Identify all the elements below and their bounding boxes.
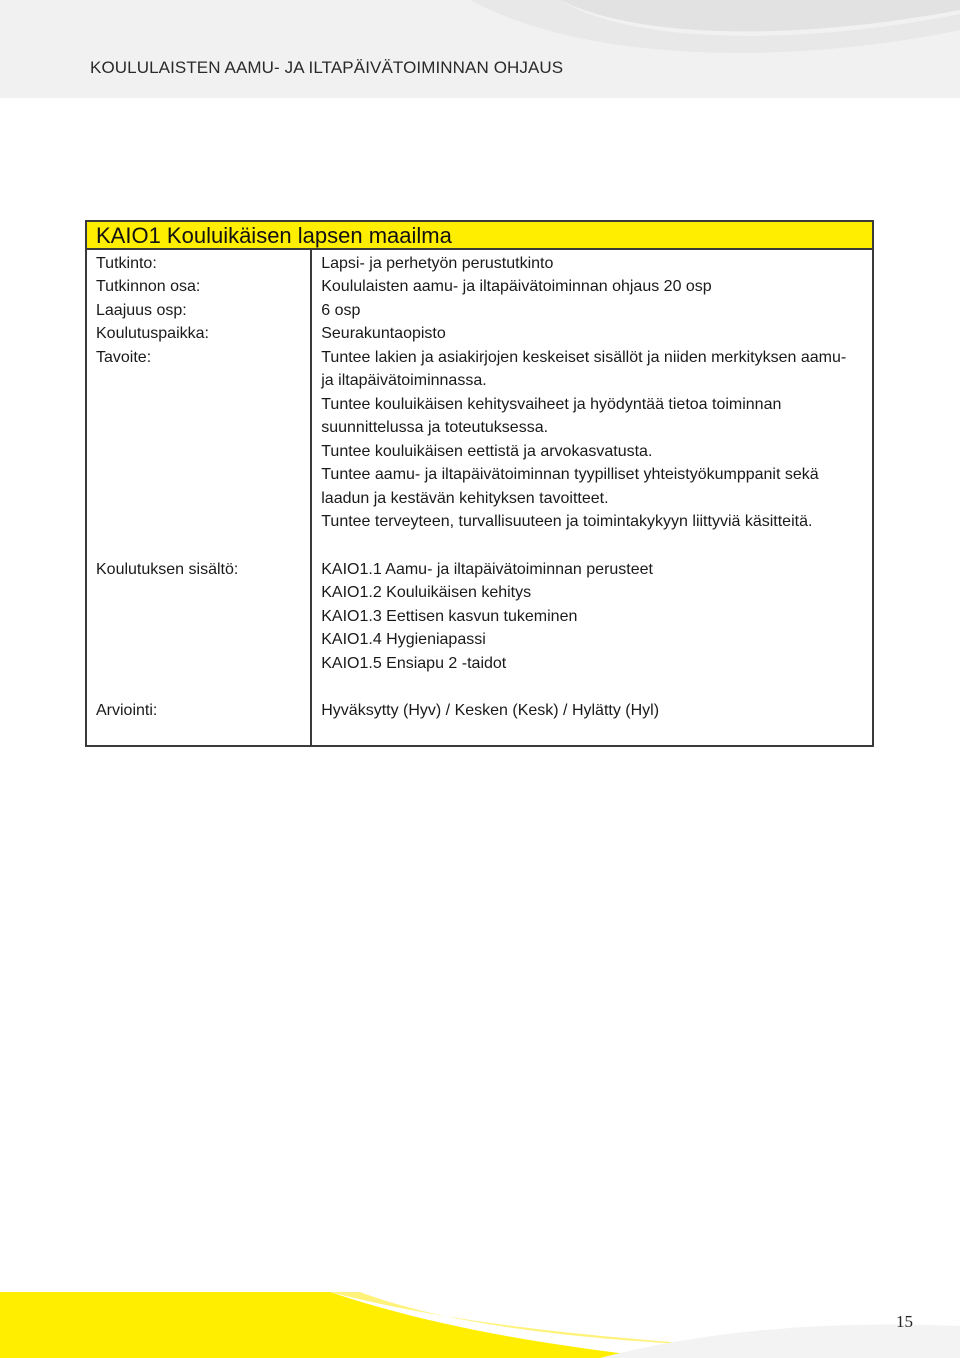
- table-spacer: [86, 675, 873, 699]
- sisalto-label: Koulutuksen sisältö:: [86, 558, 311, 676]
- row-value: Seurakuntaopisto: [321, 325, 446, 342]
- tavoite-line: Tuntee lakien ja asiakirjojen keskeiset sisällöt ja niiden merkityksen aamu- ja iltapäivätoiminnassa.: [321, 348, 847, 389]
- page-number: 15: [896, 1312, 913, 1331]
- footer-decoration: [0, 1292, 960, 1358]
- tavoite-label: Tavoite:: [86, 346, 311, 534]
- row-label: Laajuus osp:: [86, 299, 311, 323]
- table-spacer: [86, 534, 873, 558]
- table-row: [86, 249, 873, 276]
- row-label: Tutkinto:: [86, 249, 311, 276]
- tavoite-line: Tuntee aamu- ja iltapäivätoiminnan tyypilliset yhteistyökumppanit sekä laadun ja kestävän kehityksen tavoitteet.: [321, 466, 819, 507]
- row-label: Tutkinnon osa:: [86, 275, 311, 299]
- row-value: Lapsi- ja perhetyön perustutkinto: [321, 254, 554, 272]
- table-row: [86, 275, 873, 299]
- course-info-table: [85, 220, 874, 747]
- tavoite-line: Tuntee kouluikäisen kehitysvaiheet ja hyödyntää tietoa toiminnan suunnittelussa ja toteutuksessa.: [321, 395, 782, 436]
- row-label: Koulutuspaikka:: [86, 322, 311, 346]
- sisalto-value: [311, 558, 873, 676]
- tavoite-line: Tuntee terveyteen, turvallisuuteen ja toimintakykyyn liittyviä käsitteitä.: [321, 513, 813, 530]
- content-item: KAIO1.4 Hygieniapassi: [321, 631, 486, 648]
- table-title-row: [86, 221, 873, 249]
- arviointi-label: Arviointi:: [86, 699, 311, 746]
- page-header: [0, 0, 960, 98]
- tavoite-row: [86, 346, 873, 534]
- arviointi-row: [86, 699, 873, 746]
- header-swoosh-decoration: [0, 0, 960, 98]
- content-item: KAIO1.2 Kouluikäisen kehitys: [321, 584, 532, 601]
- footer-swoosh-decoration: [0, 1292, 960, 1358]
- tavoite-value: [311, 346, 873, 534]
- row-value: Koululaisten aamu- ja iltapäivätoiminnan ohjaus 20 osp: [321, 278, 712, 295]
- document-header-title: KOULULAISTEN AAMU- JA ILTAPÄIVÄTOIMINNAN OHJAUS: [90, 58, 564, 77]
- course-title: KAIO1 Kouluikäisen lapsen maailma: [86, 221, 873, 249]
- table-row: [86, 299, 873, 323]
- content-item: KAIO1.5 Ensiapu 2 -taidot: [321, 654, 507, 672]
- content-item: KAIO1.1 Aamu- ja iltapäivätoiminnan perusteet: [321, 560, 653, 578]
- sisalto-row: [86, 558, 873, 676]
- arviointi-value: Hyväksytty (Hyv) / Kesken (Kesk) / Hylätty (Hyl): [321, 702, 660, 719]
- row-value: 6 osp: [321, 301, 361, 319]
- content-item: KAIO1.3 Eettisen kasvun tukeminen: [321, 607, 578, 625]
- tavoite-line: Tuntee kouluikäisen eettistä ja arvokasvatusta.: [321, 442, 653, 460]
- table-row: [86, 322, 873, 346]
